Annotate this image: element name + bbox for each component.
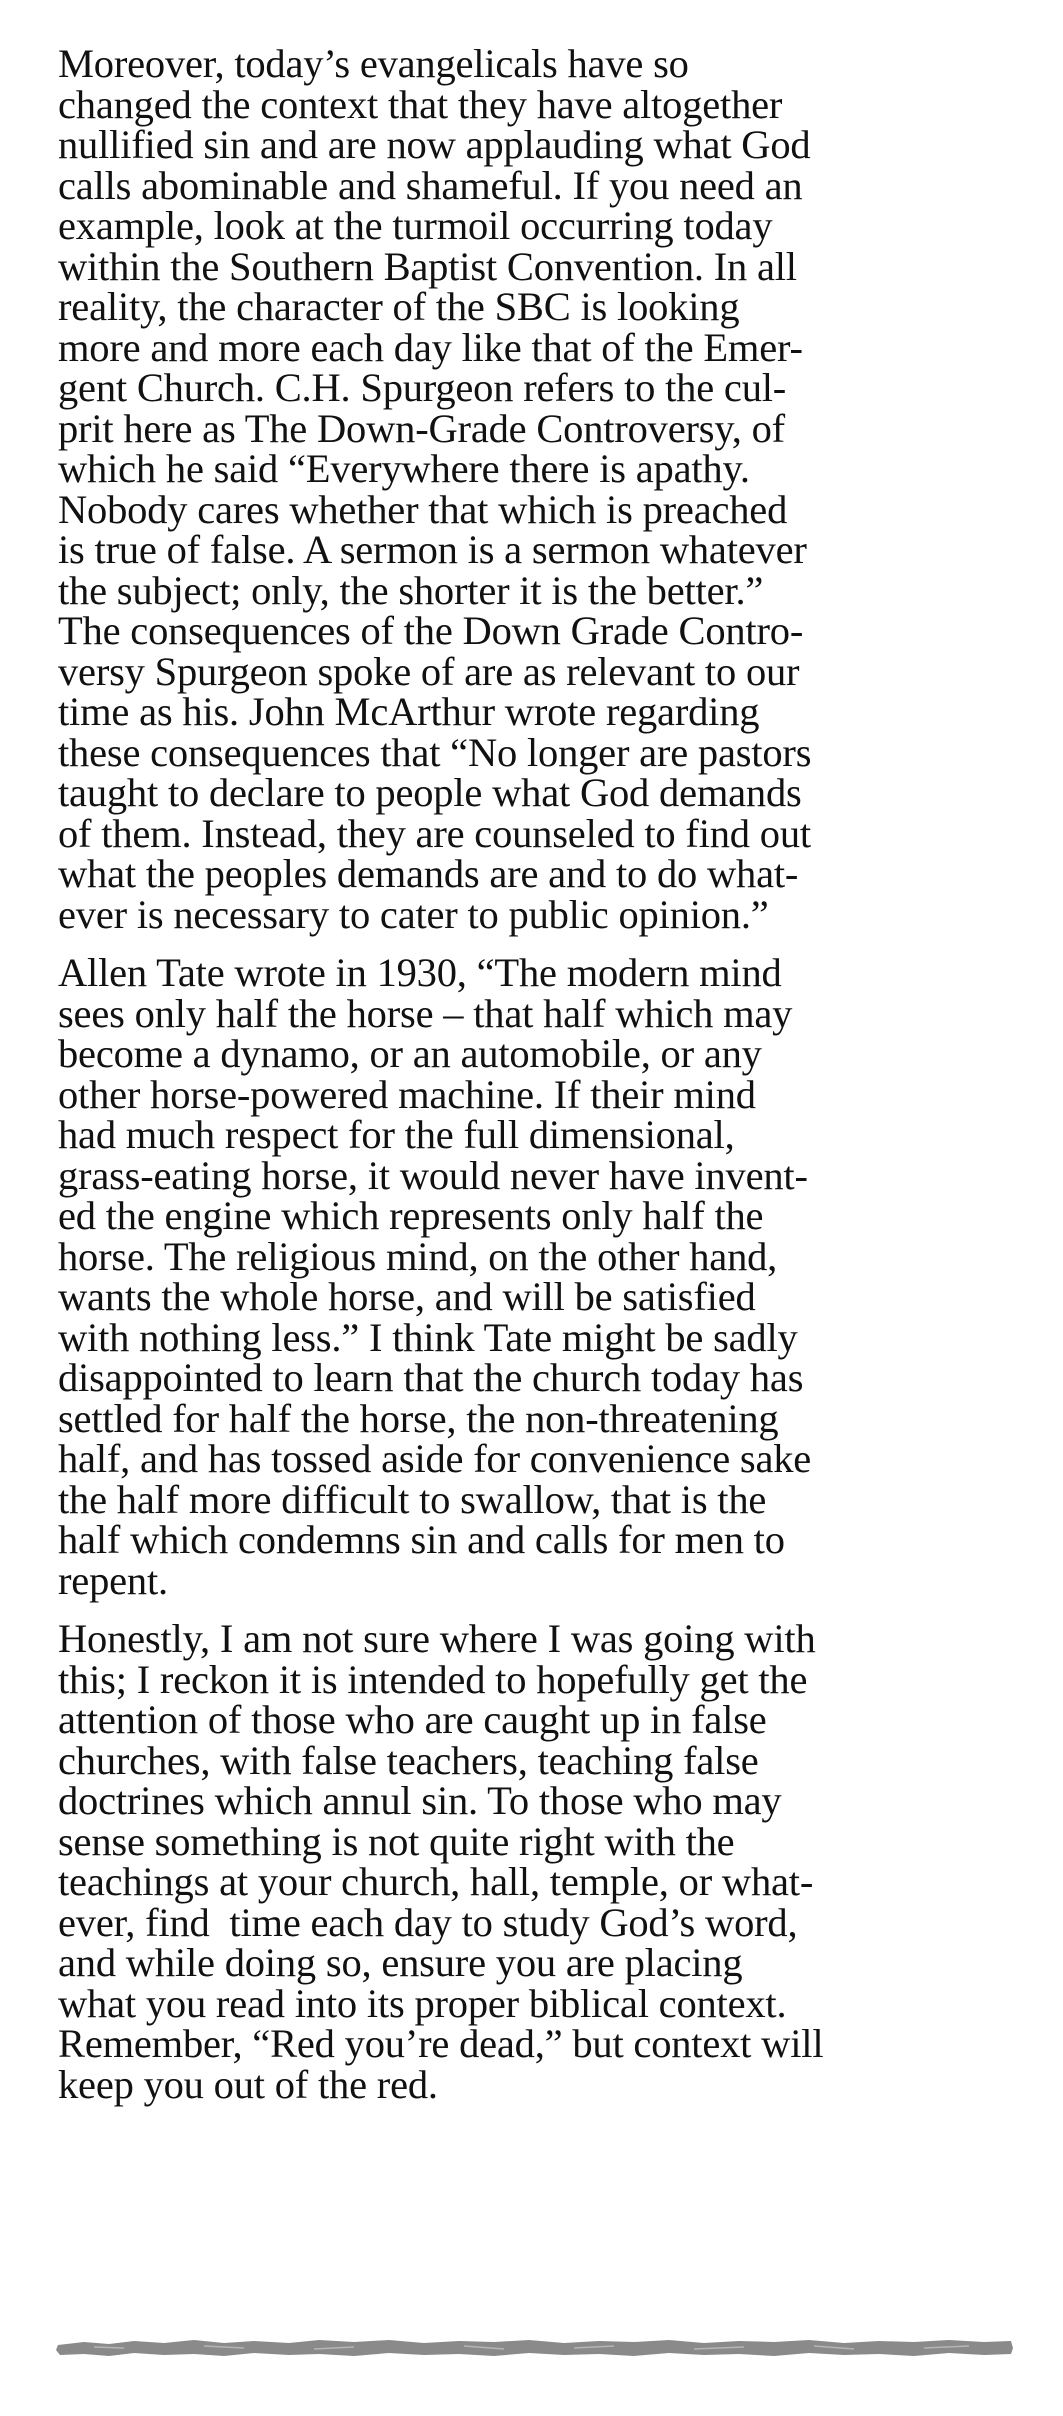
text-line: other horse-powered machine. If their mind bbox=[58, 1071, 756, 1117]
text-line: gent Church. C.H. Spurgeon refers to the cul- bbox=[58, 365, 787, 410]
text-line: the half more difficult to swallow, that is the bbox=[58, 1476, 767, 1522]
text-line: ed the engine which represents only half the bbox=[58, 1193, 764, 1238]
text-line: horse. The religious mind, on the other hand, bbox=[58, 1233, 778, 1279]
text-line: sense something is not quite right with the bbox=[58, 1818, 735, 1864]
text-line: settled for half the horse, the non-threatening bbox=[58, 1395, 779, 1441]
text-line: reality, the character of the SBC is looking bbox=[58, 284, 740, 329]
text-line: time as his. John McArthur wrote regarding bbox=[58, 689, 760, 734]
paragraph-2 bbox=[58, 950, 1018, 1603]
text-line: Honestly, I am not sure where I was going with bbox=[58, 1616, 816, 1661]
text-line: what you read into its proper biblical context. bbox=[58, 1980, 787, 2026]
text-line: what the peoples demands are and to do what- bbox=[58, 851, 799, 896]
text-line: calls abominable and shameful. If you need an bbox=[58, 162, 803, 208]
text-line: teachings at your church, hall, temple, or what- bbox=[58, 1859, 814, 1904]
text-line: versy Spurgeon spoke of are as relevant to our bbox=[58, 648, 800, 694]
text-line: within the Southern Baptist Convention. In all bbox=[58, 243, 797, 289]
text-line: ever, find time each day to study God’s word, bbox=[58, 1899, 798, 1945]
text-line: keep you out of the red. bbox=[58, 2061, 438, 2107]
text-line: is true of false. A sermon is a sermon whatever bbox=[58, 527, 807, 572]
text-line: disappointed to learn that the church today has bbox=[58, 1355, 804, 1400]
text-line: Moreover, today’s evangelicals have so bbox=[58, 41, 689, 86]
text-line: churches, with false teachers, teaching false bbox=[58, 1737, 759, 1783]
text-line: the subject; only, the shorter it is the better.” bbox=[58, 567, 764, 613]
text-line: half which condemns sin and calls for men to bbox=[58, 1517, 785, 1562]
text-line: had much respect for the full dimensional, bbox=[58, 1112, 735, 1157]
text-line: prit here as The Down-Grade Controversy, of bbox=[58, 405, 785, 451]
text-line: changed the context that they have altogether bbox=[58, 81, 783, 127]
text-line: Remember, “Red you’re dead,” but context will bbox=[58, 2021, 824, 2066]
text-line: grass-eating horse, it would never have invent- bbox=[58, 1152, 808, 1198]
text-line: which he said “Everywhere there is apathy. bbox=[58, 446, 750, 491]
text-line: sees only half the horse – that half which may bbox=[58, 990, 793, 1036]
paragraph-3 bbox=[58, 1616, 1018, 2107]
text-line: Allen Tate wrote in 1930, “The modern mind bbox=[58, 950, 782, 995]
text-line: of them. Instead, they are counseled to find out bbox=[58, 810, 811, 856]
text-line: doctrines which annul sin. To those who may bbox=[58, 1778, 782, 1823]
article-body bbox=[58, 41, 1018, 2107]
text-line: this; I reckon it is intended to hopefully get the bbox=[58, 1656, 808, 1702]
text-line: and while doing so, ensure you are placing bbox=[58, 1940, 743, 1985]
text-line: half, and has tossed aside for convenience sake bbox=[58, 1436, 812, 1481]
text-line: Nobody cares whether that which is preached bbox=[58, 486, 788, 532]
text-line: taught to declare to people what God demands bbox=[58, 770, 802, 815]
text-line: wants the whole horse, and will be satisfied bbox=[58, 1274, 756, 1319]
text-line: ever is necessary to cater to public opinion.” bbox=[58, 891, 769, 937]
text-line: more and more each day like that of the Emer- bbox=[58, 324, 803, 370]
paragraph-1 bbox=[58, 41, 1018, 937]
decorative-brush-divider bbox=[54, 2337, 1015, 2359]
text-line: repent. bbox=[58, 1557, 168, 1603]
text-line: become a dynamo, or an automobile, or any bbox=[58, 1031, 762, 1076]
text-line: these consequences that “No longer are pastors bbox=[58, 729, 812, 775]
text-line: nullified sin and are now applauding what God bbox=[58, 122, 811, 167]
text-line: attention of those who are caught up in false bbox=[58, 1697, 767, 1742]
text-line: with nothing less.” I think Tate might be sadly bbox=[58, 1314, 798, 1360]
text-line: The consequences of the Down Grade Contro- bbox=[58, 608, 804, 653]
text-line: example, look at the turmoil occurring today bbox=[58, 203, 773, 248]
